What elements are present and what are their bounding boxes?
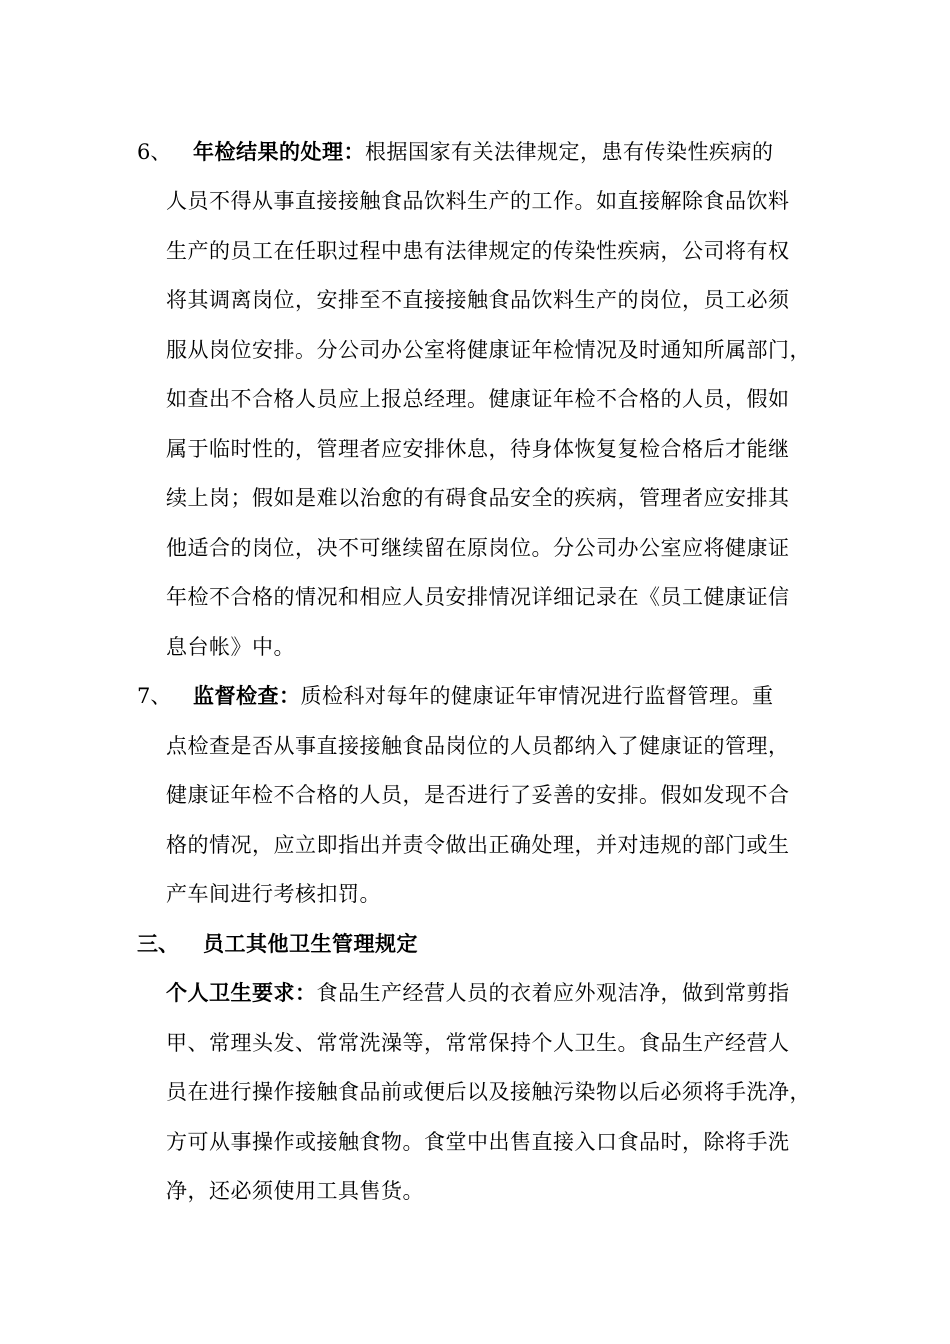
- item6-line-3: 生产的员工在任职过程中患有法律规定的传染性疾病，公司将有权: [166, 239, 790, 263]
- item6-text: 根据国家有关法律规定，患有传染性疾病的: [365, 140, 774, 164]
- item6-line-6: 如查出不合格人员应上报总经理。健康证年检不合格的人员，假如: [166, 387, 790, 411]
- personal-line-1: [166, 980, 790, 1006]
- section3-number: 三、: [137, 931, 179, 956]
- personal-line-4: 方可从事操作或接触食物。食堂中出售直接入口食品时，除将手洗: [166, 1130, 790, 1154]
- item7-line-1: [193, 683, 774, 709]
- section3-title: 员工其他卫生管理规定: [203, 931, 418, 956]
- item7-line-3: 健康证年检不合格的人员，是否进行了妥善的安排。假如发现不合: [166, 783, 790, 807]
- item7-line-5: 产车间进行考核扣罚。: [166, 882, 381, 906]
- item7-line-4: 格的情况，应立即指出并责令做出正确处理，并对违规的部门或生: [166, 833, 790, 857]
- item7-text: 质检科对每年的健康证年审情况进行监督管理。重: [300, 684, 774, 708]
- item6-line-7: 属于临时性的，管理者应安排休息，待身体恢复复检合格后才能继: [166, 437, 790, 461]
- personal-line-3: 员在进行操作接触食品前或便后以及接触污染物以后必须将手洗净，: [166, 1080, 811, 1104]
- item6-line-5: 服从岗位安排。分公司办公室将健康证年检情况及时通知所属部门，: [166, 338, 811, 362]
- item6-line-2: 人员不得从事直接接触食品饮料生产的工作。如直接解除食品饮料: [166, 189, 790, 213]
- item7-heading: 监督检查：: [193, 683, 301, 708]
- item6-heading: 年检结果的处理：: [193, 139, 365, 164]
- personal-text: 食品生产经营人员的衣着应外观洁净，做到常剪指: [316, 981, 790, 1005]
- item6-number: 6、: [137, 140, 172, 164]
- personal-line-5: 净，还必须使用工具售货。: [166, 1179, 424, 1203]
- item7-line-2: 点检查是否从事直接接触食品岗位的人员都纳入了健康证的管理，: [166, 734, 790, 758]
- item6-line-9: 他适合的岗位，决不可继续留在原岗位。分公司办公室应将健康证: [166, 536, 790, 560]
- personal-line-2: 甲、常理头发、常常洗澡等，常常保持个人卫生。食品生产经营人: [166, 1031, 790, 1055]
- item6-line-10: 年检不合格的情况和相应人员安排情况详细记录在《员工健康证信: [166, 585, 790, 609]
- item6-line-11: 息台帐》中。: [166, 635, 295, 659]
- item6-line-4: 将其调离岗位，安排至不直接接触食品饮料生产的岗位，员工必须: [166, 288, 790, 312]
- item6-line-8: 续上岗；假如是难以治愈的有碍食品安全的疾病，管理者应安排其: [166, 486, 790, 510]
- item6-line-1: [193, 139, 774, 165]
- personal-heading: 个人卫生要求：: [166, 980, 317, 1005]
- item7-number: 7、: [137, 684, 172, 708]
